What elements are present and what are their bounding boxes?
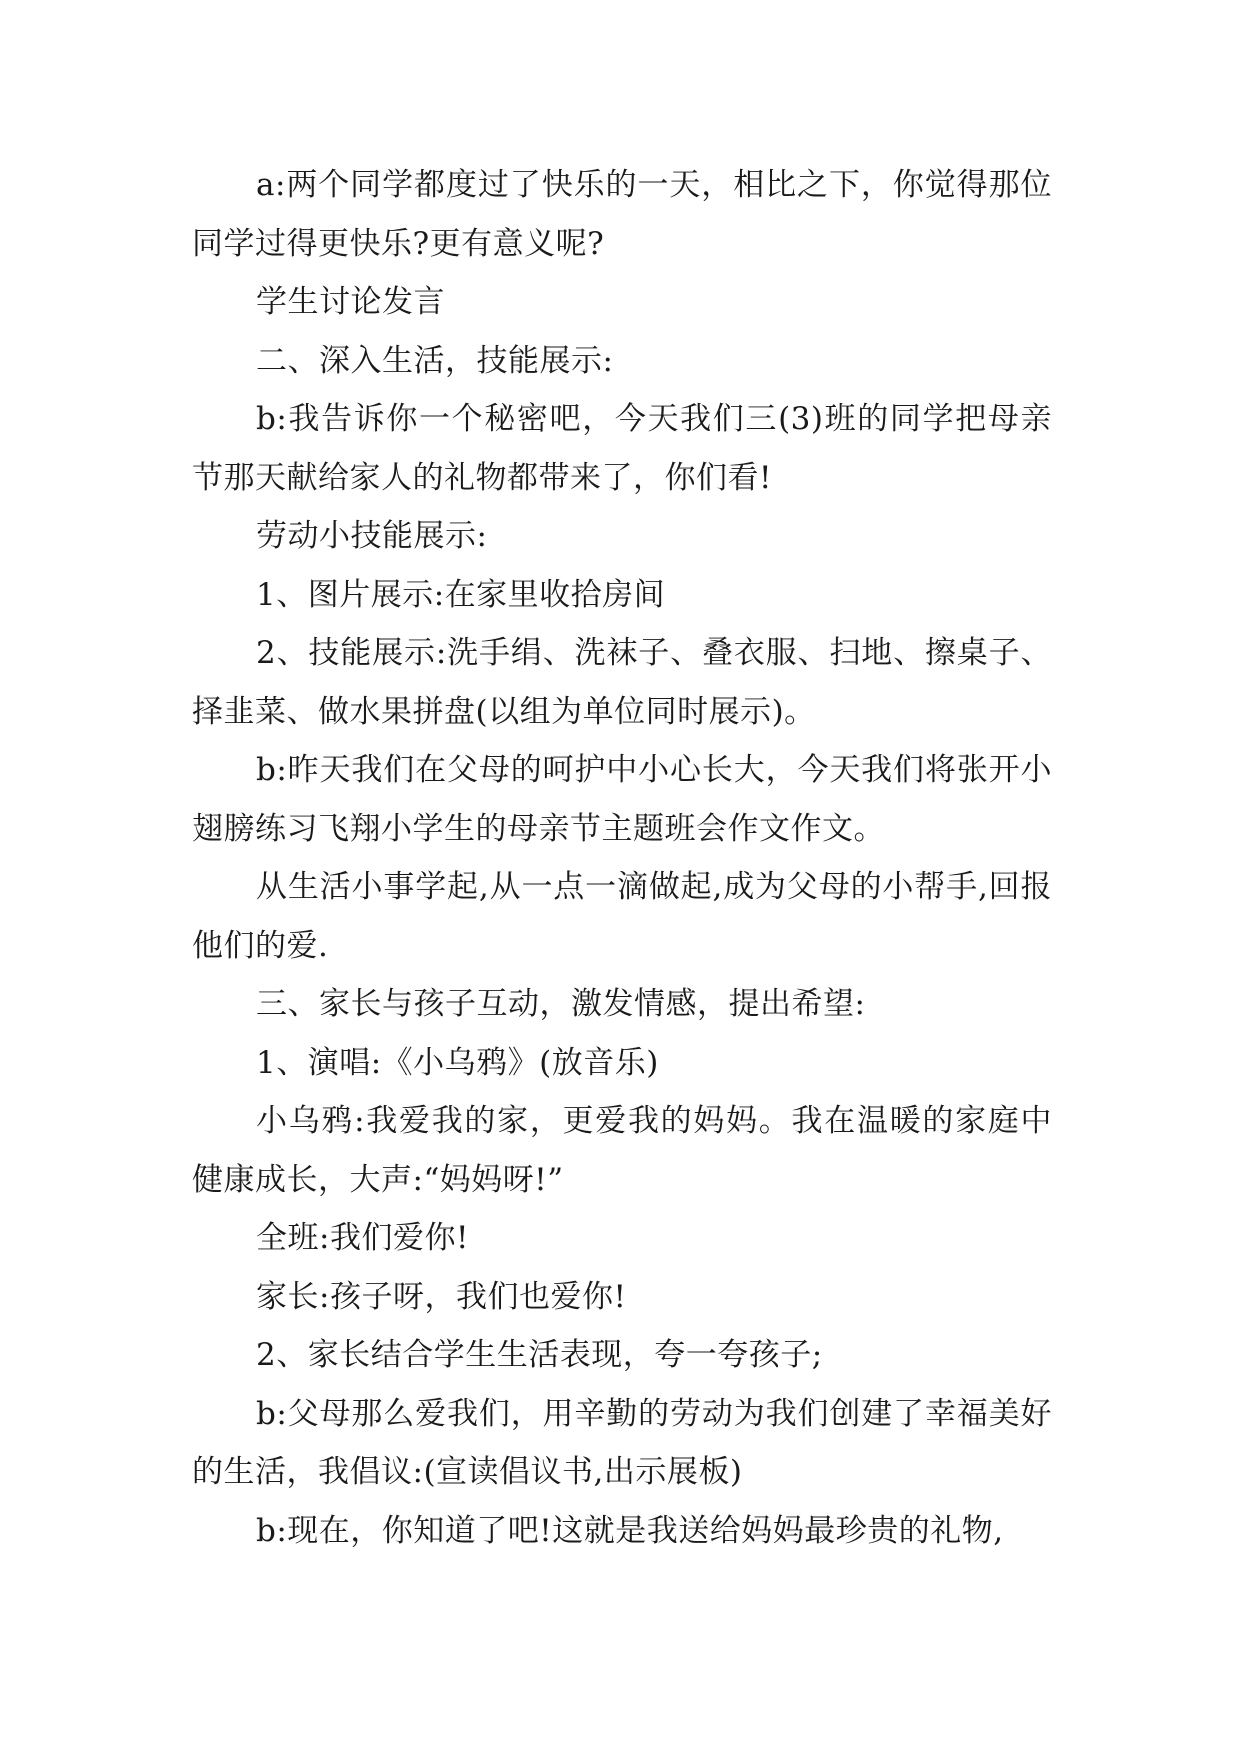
document-body	[192, 156, 1052, 1560]
paragraph: 从生活小事学起,从一点一滴做起,成为父母的小帮手,回报他们的爱.	[192, 869, 1052, 964]
paragraph: 劳动小技能展示:	[256, 518, 488, 554]
paragraph: 三、家长与孩子互动，激发情感，提出希望:	[256, 986, 866, 1022]
paragraph: b:现在，你知道了吧!这就是我送给妈妈最珍贵的礼物,	[256, 1512, 1004, 1549]
paragraph: b:父母那么爱我们，用辛勤的劳动为我们创建了幸福美好的生活，我倡议:(宣读倡议书,出示展板)	[192, 1395, 1052, 1490]
paragraph: 家长:孩子呀，我们也爱你!	[256, 1278, 627, 1315]
paragraph: 2、技能展示:洗手绢、洗袜子、叠衣服、扫地、擦桌子、择韭菜、做水果拼盘(以组为单位同时展示)。	[192, 635, 1052, 730]
paragraph: b:我告诉你一个秘密吧，今天我们三(3)班的同学把母亲节那天献给家人的礼物都带来了，你们看!	[192, 401, 1052, 496]
paragraph: a:两个同学都度过了快乐的一天，相比之下，你觉得那位同学过得更快乐?更有意义呢?	[192, 167, 1052, 262]
paragraph: 学生讨论发言	[256, 284, 445, 320]
paragraph: 小乌鸦:我爱我的家，更爱我的妈妈。我在温暖的家庭中健康成长，大声:“妈妈呀!”	[192, 1103, 1052, 1198]
paragraph: 1、图片展示:在家里收拾房间	[256, 576, 666, 613]
paragraph: 2、家长结合学生生活表现，夸一夸孩子;	[256, 1337, 823, 1373]
paragraph: b:昨天我们在父母的呵护中小心长大，今天我们将张开小翅膀练习飞翔小学生的母亲节主题班会作文作文。	[192, 752, 1052, 847]
paragraph: 二、深入生活，技能展示:	[256, 342, 614, 379]
paragraph: 全班:我们爱你!	[256, 1220, 469, 1256]
paragraph: 1、演唱:《小乌鸦》(放音乐)	[256, 1044, 659, 1081]
